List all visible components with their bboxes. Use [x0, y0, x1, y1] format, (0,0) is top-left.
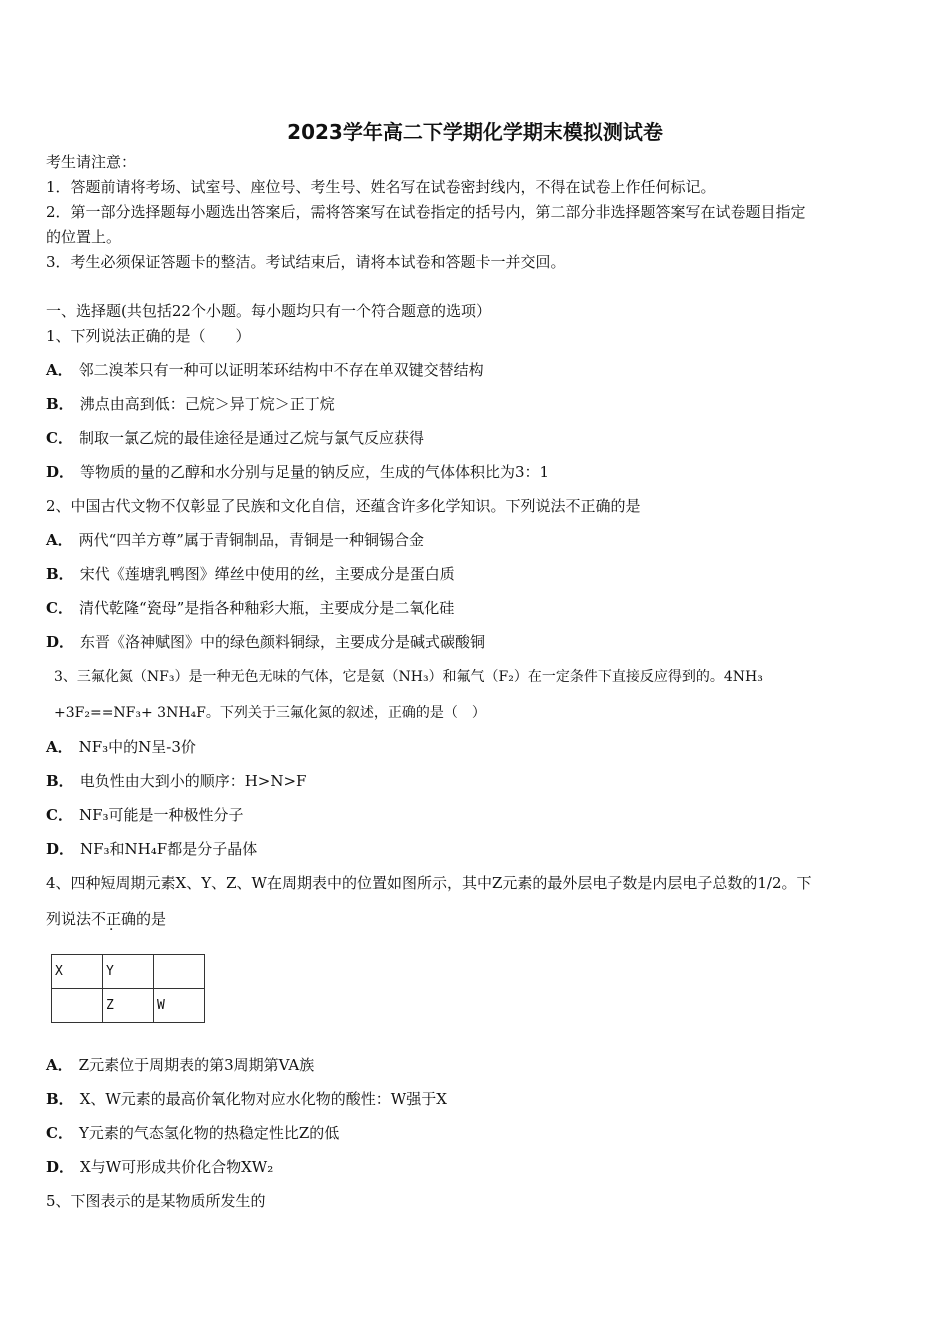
option-letter: C．	[46, 1124, 73, 1142]
option-text: 沸点由高到低：己烷＞异丁烷＞正丁烷	[79, 395, 335, 413]
q3-option-b	[46, 771, 306, 791]
table-row	[52, 955, 205, 989]
q3-option-d	[46, 839, 257, 859]
q4-stem-emphasis: 不正确	[91, 910, 137, 928]
option-text: 等物质的量的乙醇和水分别与足量的钠反应，生成的气体体积比为3：1	[80, 463, 550, 481]
notice-item-3: 3．考生必须保证答题卡的整洁。考试结束后，请将本试卷和答题卡一并交回。	[46, 253, 566, 271]
q4-stem-pre: 列说法	[46, 910, 92, 928]
option-letter: D．	[46, 463, 75, 481]
table-cell: W	[154, 989, 205, 1023]
q4-stem-post: 的是	[136, 910, 167, 928]
q4-option-b	[46, 1089, 447, 1109]
q4-option-d	[46, 1157, 273, 1177]
q3-option-c	[46, 805, 244, 825]
option-text: 东晋《洛神赋图》中的绿色颜料铜绿，主要成分是碱式碳酸铜	[80, 633, 486, 651]
q4-option-c	[46, 1123, 339, 1143]
q4-option-a	[46, 1055, 314, 1075]
q4-stem-line1: 4、四种短周期元素X、Y、Z、W在周期表中的位置如图所示，其中Z元素的最外层电子数是内层电子总数的1/2。下	[46, 874, 812, 892]
q1-option-c	[46, 428, 424, 448]
option-text: X、W元素的最高价氧化物对应水化物的酸性：W强于X	[79, 1090, 447, 1108]
option-text: 宋代《莲塘乳鸭图》缂丝中使用的丝，主要成分是蛋白质	[79, 565, 455, 583]
option-text: 清代乾隆“瓷母”是指各种釉彩大瓶，主要成分是二氧化硅	[78, 599, 455, 617]
q2-stem: 2、中国古代文物不仅彰显了民族和文化自信，还蕴含许多化学知识。下列说法不正确的是	[46, 497, 641, 515]
option-text: NF₃中的N呈-3价	[78, 738, 196, 756]
q3-stem-line2: +3F₂==NF₃+ 3NH₄F。下列关于三氟化氮的叙述，正确的是（ ）	[54, 705, 486, 721]
option-text: X与W可形成共价化合物XW₂	[80, 1158, 274, 1176]
option-text: 两代“四羊方尊”属于青铜制品，青铜是一种铜锡合金	[78, 531, 424, 549]
q2-option-c	[46, 598, 454, 618]
option-letter: D．	[46, 633, 75, 651]
q1-option-a	[46, 360, 484, 380]
option-text: 电负性由大到小的顺序：H>N>F	[79, 772, 307, 790]
option-letter: B．	[46, 772, 74, 790]
option-text: Y元素的气态氢化物的热稳定性比Z的低	[78, 1124, 340, 1142]
option-letter: D．	[46, 1158, 75, 1176]
notice-item-2-cont: 的位置上。	[46, 228, 122, 246]
q3-stem-line1: 3、三氟化氮（NF₃）是一种无色无味的气体，它是氨（NH₃）和氟气（F₂）在一定条件下直接反应得到的。4NH₃	[54, 669, 763, 685]
periodic-position-table	[51, 954, 205, 1023]
q2-option-d	[46, 632, 485, 652]
option-text: NF₃和NH₄F都是分子晶体	[80, 840, 258, 858]
option-letter: B．	[46, 565, 74, 583]
notice-item-2: 2．第一部分选择题每小题选出答案后，需将答案写在试卷指定的括号内，第二部分非选择题答案写在试卷题目指定	[46, 203, 806, 221]
option-text: NF₃可能是一种极性分子	[78, 806, 244, 824]
section-heading: 一、选择题(共包括22个小题。每小题均只有一个符合题意的选项）	[46, 302, 491, 320]
q3-option-a	[46, 737, 196, 757]
option-letter: A．	[46, 531, 73, 549]
q1-option-d	[46, 462, 549, 482]
q1-stem: 1、下列说法正确的是（ ）	[46, 327, 251, 345]
option-letter: A．	[46, 738, 73, 756]
option-text: 制取一氯乙烷的最佳途径是通过乙烷与氯气反应获得	[78, 429, 424, 447]
option-letter: C．	[46, 429, 73, 447]
table-cell	[154, 955, 205, 989]
option-letter: D．	[46, 840, 75, 858]
q1-option-b	[46, 394, 335, 414]
option-letter: A．	[46, 1056, 73, 1074]
option-text: Z元素位于周期表的第3周期第VA族	[78, 1056, 315, 1074]
q2-option-b	[46, 564, 455, 584]
q4-stem-line2	[46, 909, 166, 929]
table-cell	[52, 989, 103, 1023]
q5-stem: 5、下图表示的是某物质所发生的	[46, 1192, 266, 1210]
option-letter: C．	[46, 806, 73, 824]
option-text: 邻二溴苯只有一种可以证明苯环结构中不存在单双键交替结构	[78, 361, 484, 379]
q2-option-a	[46, 530, 424, 550]
option-letter: B．	[46, 1090, 74, 1108]
table-cell: Z	[103, 989, 154, 1023]
option-letter: A．	[46, 361, 73, 379]
table-cell: X	[52, 955, 103, 989]
option-letter: C．	[46, 599, 73, 617]
option-letter: B．	[46, 395, 74, 413]
table-row	[52, 989, 205, 1023]
notice-heading: 考生请注意：	[46, 153, 137, 171]
table-cell: Y	[103, 955, 154, 989]
page-title: 2023学年高二下学期化学期末模拟测试卷	[287, 120, 663, 144]
notice-item-1: 1．答题前请将考场、试室号、座位号、考生号、姓名写在试卷密封线内，不得在试卷上作任何标记。	[46, 178, 716, 196]
